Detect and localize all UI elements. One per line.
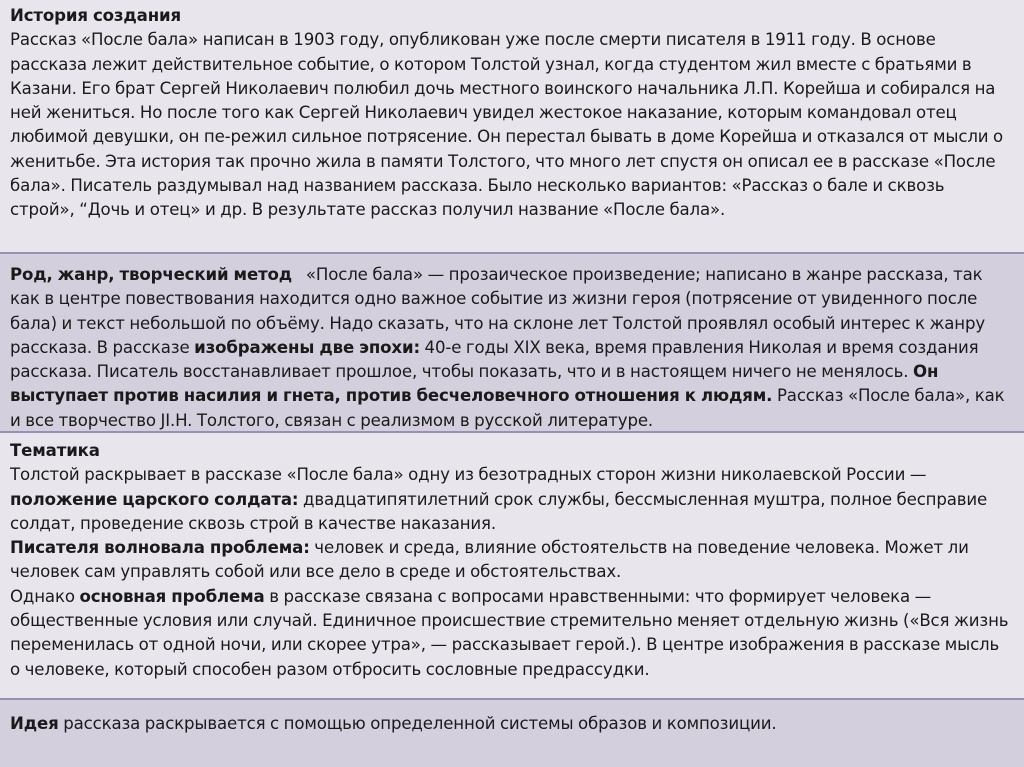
history-text: Рассказ «После бала» написан в 1903 году, опубликован уже после смерти писателя в 1911 году. В основе рассказа лежит действительное событие, о котором Толстой узнал, когда студентом жил вместе с братьями в Казани. Его брат Сергей Николаевич полюбил дочь местного воинского начальника Л.П. Корейша и собирался на ней жениться. Но после того как Сергей Николаевич увидел жестокое наказание, которым командовал отец любимой девушки, он пе-режил сильное потрясение. Он перестал бывать в доме Корейша и отказался от мысли о женитьбе. Эта история так прочно жила в памяти Толстого, что много лет спустя он описал ее в рассказе «После бала». Писатель раздумывал над названием рассказа. Было несколько вариантов: «Рассказ о бале и сквозь строй», “Дочь и отец» и др. В результате рассказ получил название «После бала». — [10, 30, 1004, 220]
idea-title: Идея — [10, 714, 59, 733]
theme-paragraph-2: Писателя волновала проблема: человек и среда, влияние обстоятельств на поведение человека. Может ли человек сам управлять собой или все дело в среде и обстоятельствах. — [10, 538, 969, 582]
theme-paragraph-1: Толстой раскрывает в рассказе «После бала» одну из безотрадных сторон жизни николаевской России — положение царского солдата: двадцатипятилетний срок службы, бессмысленная муштра, полное бесправие солдат, проведение сквозь строй в качестве наказания. — [10, 465, 988, 533]
idea-text: рассказа раскрывается с помощью определенной системы образов и композиции. — [58, 714, 777, 733]
genre-paragraph — [10, 263, 1012, 433]
genre-title: Род, жанр, творческий метод — [10, 265, 293, 284]
idea-paragraph — [10, 712, 1012, 736]
history-title: История создания — [10, 6, 182, 25]
genre-bold-1: изображены две эпохи: — [194, 337, 420, 357]
theme-title: Тематика — [10, 441, 100, 460]
idea-section — [0, 700, 1024, 767]
history-section — [0, 0, 1024, 252]
genre-bold-2: Он выступает против насилия и гнета, против бесчеловечного отношения к людям. — [10, 362, 939, 406]
genre-text-1: «После бала» — прозаическое произведение; написано в жанре рассказа, так как в центре повествования находится одно важное событие из жизни героя (потрясение от увиденного после бала) и текст небольшой по объёму. Надо сказать, что на склоне лет Толстой проявлял особый интерес к жанру рассказа. В рассказе — [10, 265, 986, 357]
genre-section — [0, 254, 1024, 431]
genre-text-3: Рассказ «После бала», как и все творчество JI.H. Толстого, связан с реализмом в русской литературе. — [10, 386, 1005, 430]
theme-section — [0, 433, 1024, 698]
theme-paragraph-3: Однако основная проблема в рассказе связана с вопросами нравственными: что формирует человека — общественные условия или случай. Единичное происшествие стремительно меняет отдельную жизнь («Вся жизнь переменилась от одной ночи, или скорее утра», — рассказывает герой.). В центре изображения в рассказе мысль о человеке, который способен разом отбросить сословные предрассудки. — [10, 586, 1009, 679]
genre-text-2: 40-е годы XIX века, время правления Николая и время создания рассказа. Писатель восстанавливает прошлое, чтобы показать, что и в настоящем ничего не менялось. — [10, 337, 979, 382]
